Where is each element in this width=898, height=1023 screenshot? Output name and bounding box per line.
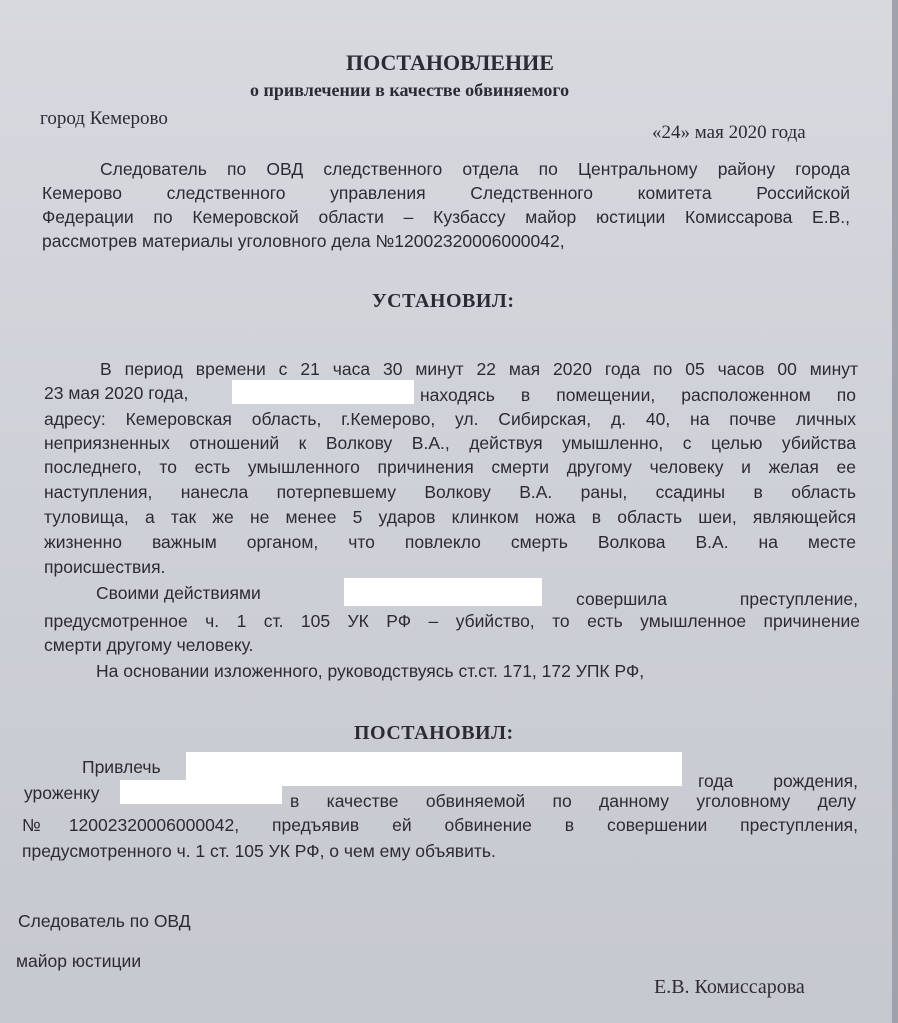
established-line: происшествия. bbox=[44, 557, 166, 577]
city: город Кемерово bbox=[40, 108, 168, 129]
section-heading-established: УСТАНОВИЛ: bbox=[372, 290, 515, 312]
resolved-line: Привлечь bbox=[82, 757, 161, 777]
intro-line: Федерации по Кемеровской области – Кузбассу майор юстиции Комиссарова Е.В., bbox=[42, 207, 850, 227]
signatory-role: Следователь по ОВД bbox=[18, 911, 191, 931]
resolved-line: года рождения, bbox=[698, 771, 858, 791]
intro-line: Следователь по ОВД следственного отдела по Центральному району города bbox=[100, 159, 850, 179]
established-line: предусмотренное ч. 1 ст. 105 УК РФ – убийство, то есть умышленное причинение bbox=[44, 611, 860, 631]
document-title: ПОСТАНОВЛЕНИЕ bbox=[346, 50, 554, 75]
established-line: жизненно важным органом, что повлекло смерть Волкова В.А. на месте bbox=[44, 532, 856, 552]
established-line: совершила преступление, bbox=[576, 589, 858, 609]
redacted-name bbox=[232, 380, 414, 404]
established-line: На основании изложенного, руководствуясь ст.ст. 171, 172 УПК РФ, bbox=[96, 661, 645, 681]
document-date: «24» мая 2020 года bbox=[652, 122, 806, 143]
resolved-line: №12002320006000042, предъявив ей обвинение в совершении преступления, bbox=[22, 815, 858, 835]
established-line: Своими действиями bbox=[96, 583, 261, 603]
established-line: адресу: Кемеровская область, г.Кемерово, ул. Сибирская, д. 40, на почве личных bbox=[44, 409, 856, 429]
established-line: смерти другому человеку. bbox=[44, 635, 254, 655]
resolved-line: уроженку bbox=[24, 783, 100, 803]
signatory-name: Е.В. Комиссарова bbox=[654, 976, 805, 998]
intro-line: рассмотрев материалы уголовного дела №12002320006000042, bbox=[42, 231, 565, 251]
intro-line: Кемерово следственного управления Следственного комитета Российской bbox=[42, 183, 850, 203]
page-edge bbox=[892, 0, 898, 1023]
established-line: туловища, а так же не менее 5 ударов клинком ножа в область шеи, являющейся bbox=[44, 507, 856, 527]
established-line: наступления, нанесла потерпевшему Волкову В.А. раны, ссадины в область bbox=[44, 482, 856, 502]
established-line: В период времени с 21 часа 30 минут 22 мая 2020 года по 05 часов 00 минут bbox=[100, 359, 858, 379]
established-line: 23 мая 2020 года, bbox=[44, 383, 189, 403]
redacted-name bbox=[344, 578, 542, 606]
established-line: неприязненных отношений к Волкову В.А., действуя умышленно, с целью убийства bbox=[44, 433, 856, 453]
redacted-birthplace bbox=[120, 780, 282, 804]
resolved-line: предусмотренного ч. 1 ст. 105 УК РФ, о чем ему объявить. bbox=[22, 841, 496, 861]
established-line: последнего, то есть умышленного причинения смерти другому человеку и желая ее bbox=[44, 457, 856, 477]
document-subtitle: о привлечении в качестве обвиняемого bbox=[250, 80, 570, 100]
signatory-rank: майор юстиции bbox=[16, 951, 142, 971]
section-heading-resolved: ПОСТАНОВИЛ: bbox=[354, 722, 514, 744]
resolved-line: в качестве обвиняемой по данному уголовному делу bbox=[290, 791, 856, 811]
established-line: находясь в помещении, расположенном по bbox=[420, 385, 856, 405]
